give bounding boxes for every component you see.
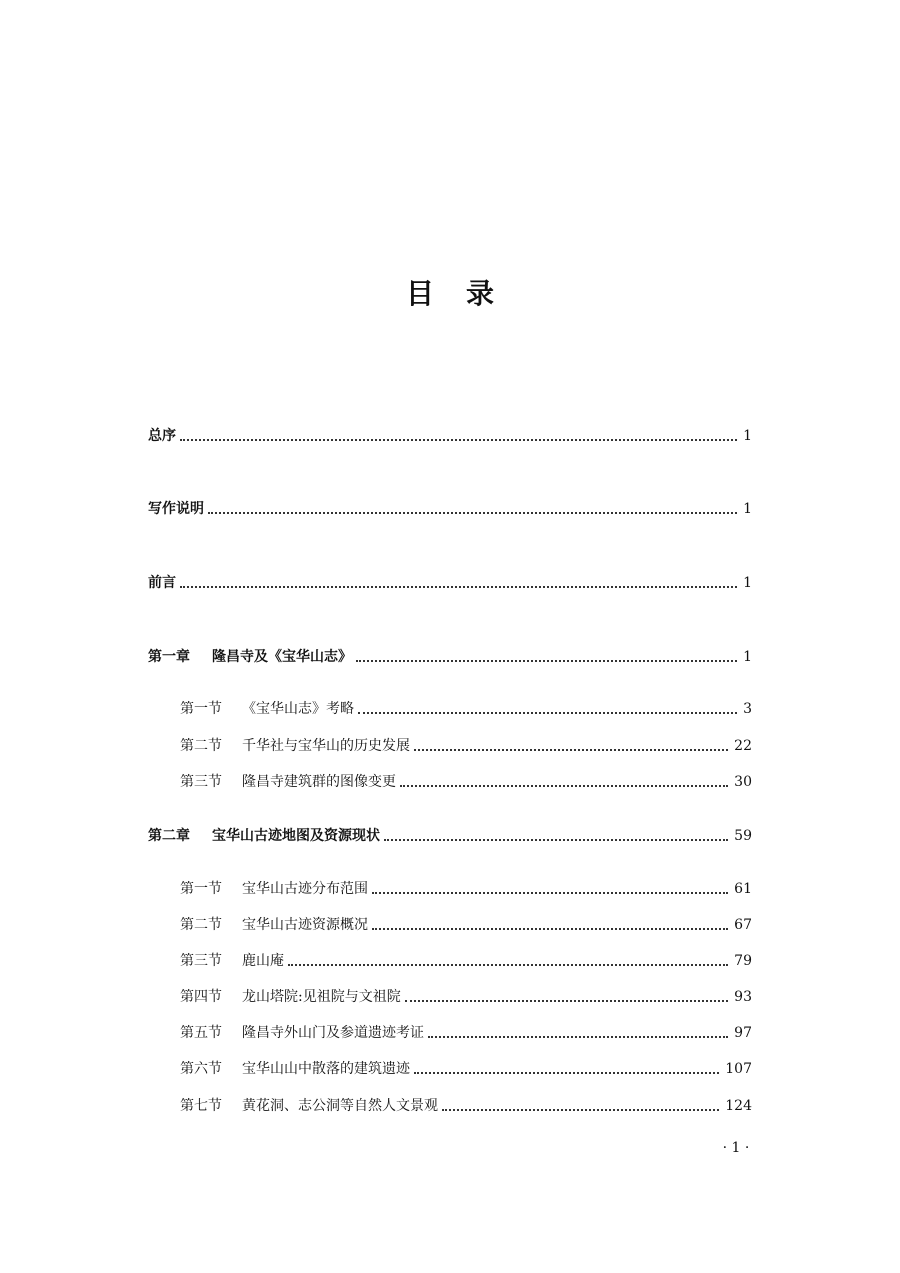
dot-leader (372, 928, 728, 930)
entry-number: 第一章 (148, 649, 190, 665)
entry-page: 30 (734, 774, 752, 790)
dot-leader (384, 839, 728, 841)
entry-number: 第七节 (180, 1098, 222, 1114)
dot-leader (358, 712, 737, 714)
entry-title: 前言 (148, 575, 176, 591)
entry-page: 22 (734, 738, 752, 754)
dot-leader (442, 1109, 719, 1111)
entry-page: 1 (743, 575, 752, 591)
dot-leader (356, 660, 737, 662)
toc-entry-ch2-sec6[interactable] (180, 1057, 752, 1079)
toc-entry-ch2-sec7[interactable] (180, 1094, 752, 1116)
entry-title: 千华社与宝华山的历史发展 (242, 738, 410, 754)
toc-entry-ch2-sec5[interactable] (180, 1021, 752, 1043)
toc-entry-chapter-1[interactable] (148, 645, 752, 667)
entry-title: 宝华山古迹地图及资源现状 (212, 828, 380, 844)
entry-page: 107 (725, 1061, 752, 1077)
entry-title: 写作说明 (148, 501, 204, 517)
entry-title: 鹿山庵 (242, 953, 284, 969)
dot-leader (180, 439, 737, 441)
entry-page: 93 (734, 989, 752, 1005)
toc-entry-writing-notes[interactable] (148, 497, 752, 519)
toc-entry-chapter-2[interactable] (148, 824, 752, 846)
dot-leader (180, 586, 737, 588)
entry-title: 隆昌寺建筑群的图像变更 (242, 774, 396, 790)
toc-entry-ch2-sec3[interactable] (180, 949, 752, 971)
entry-page: 3 (743, 701, 752, 717)
entry-page: 1 (743, 501, 752, 517)
toc-entry-preface-general[interactable] (148, 424, 752, 446)
entry-page: 59 (734, 828, 752, 844)
dot-leader (372, 892, 728, 894)
page-title (0, 272, 900, 312)
entry-title: 隆昌寺及《宝华山志》 (212, 649, 352, 665)
dot-leader (414, 1072, 719, 1074)
entry-title: 宝华山古迹分布范围 (242, 881, 368, 897)
entry-page: 61 (734, 881, 752, 897)
page-number: · 1 · (722, 1140, 750, 1156)
entry-number: 第三节 (180, 953, 222, 969)
title-char-2: 录 (466, 277, 495, 310)
toc-entry-ch1-sec1[interactable] (180, 697, 752, 719)
toc-entry-foreword[interactable] (148, 571, 752, 593)
toc-entry-ch2-sec1[interactable] (180, 877, 752, 899)
entry-page: 124 (725, 1098, 752, 1114)
toc-entry-ch1-sec2[interactable] (180, 734, 752, 756)
entry-page: 79 (734, 953, 752, 969)
entry-number: 第三节 (180, 774, 222, 790)
entry-number: 第二节 (180, 917, 222, 933)
toc-entry-ch2-sec4[interactable] (180, 985, 752, 1007)
entry-page: 67 (734, 917, 752, 933)
entry-title: 总序 (148, 428, 176, 444)
entry-number: 第一节 (180, 701, 222, 717)
dot-leader (208, 512, 737, 514)
entry-title: 黄花洞、志公洞等自然人文景观 (242, 1098, 438, 1114)
dot-leader (414, 749, 728, 751)
entry-title: 隆昌寺外山门及参道遗迹考证 (242, 1025, 424, 1041)
toc-entry-ch2-sec2[interactable] (180, 913, 752, 935)
entry-page: 1 (743, 649, 752, 665)
title-char-1: 目 (405, 277, 434, 310)
dot-leader (428, 1036, 728, 1038)
dot-leader (288, 964, 728, 966)
toc-entry-ch1-sec3[interactable] (180, 770, 752, 792)
entry-title: 龙山塔院:见祖院与文祖院 (242, 989, 401, 1005)
entry-title: 宝华山山中散落的建筑遗迹 (242, 1061, 410, 1077)
entry-number: 第六节 (180, 1061, 222, 1077)
entry-number: 第四节 (180, 989, 222, 1005)
entry-number: 第二节 (180, 738, 222, 754)
entry-title: 《宝华山志》考略 (242, 701, 354, 717)
entry-title: 宝华山古迹资源概况 (242, 917, 368, 933)
entry-page: 97 (734, 1025, 752, 1041)
entry-number: 第一节 (180, 881, 222, 897)
entry-number: 第五节 (180, 1025, 222, 1041)
dot-leader (400, 785, 728, 787)
entry-number: 第二章 (148, 828, 190, 844)
dot-leader (405, 1000, 728, 1002)
entry-page: 1 (743, 428, 752, 444)
